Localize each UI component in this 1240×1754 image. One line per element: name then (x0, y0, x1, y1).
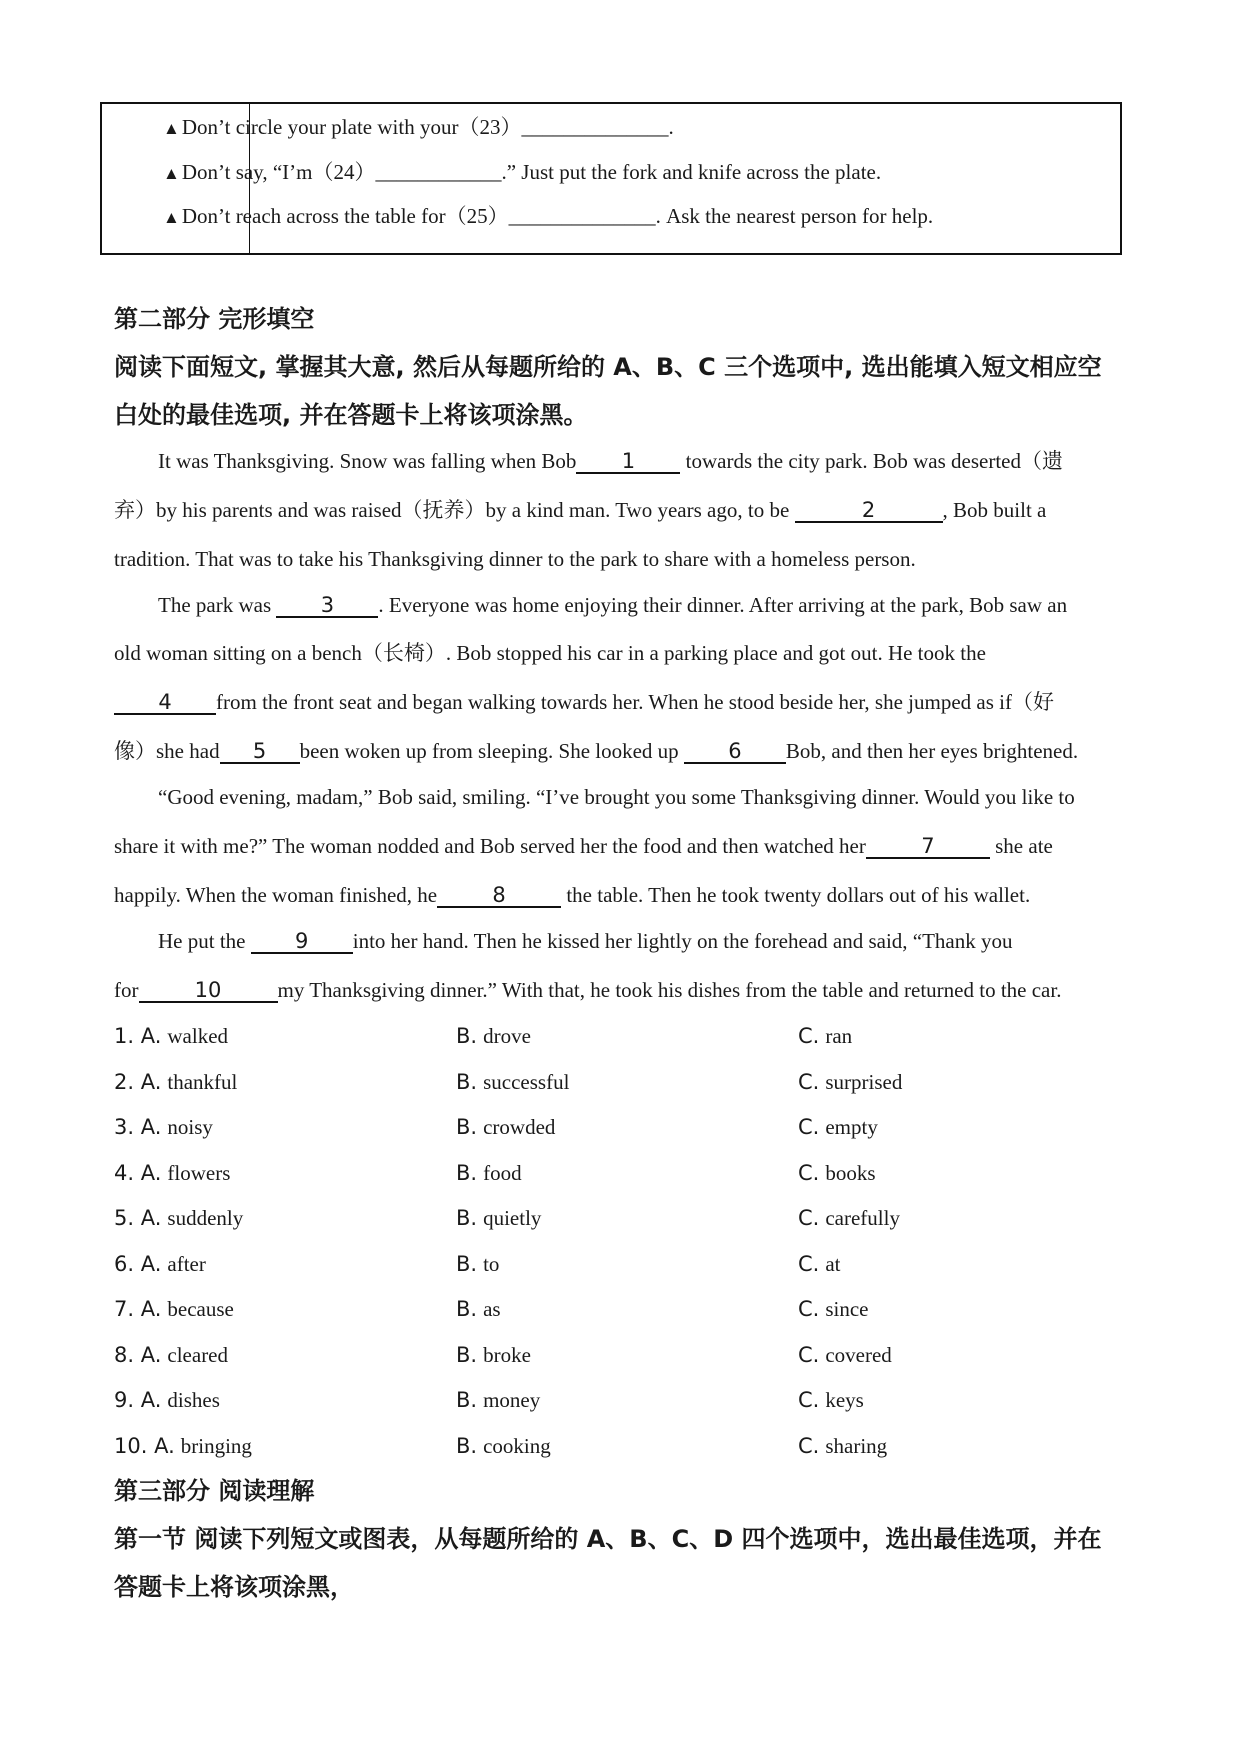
options-row: 7. A. because B. as C. since (114, 1297, 869, 1321)
option-a: suddenly (167, 1206, 244, 1230)
blank-10: 10 (139, 979, 278, 1003)
option-c: carefully (825, 1206, 900, 1230)
blank-5: 5 (220, 740, 300, 764)
rule-25: ▲Don’t reach across the table for（25）______________. Ask the nearest person for help. (163, 204, 934, 228)
option-b: to (483, 1252, 500, 1276)
option-c: sharing (825, 1434, 888, 1458)
blank-25: ______________ (508, 204, 656, 228)
passage-line: for 10 my Thanksgiving dinner.” With that, he took his dishes from the table and returned to the car. (114, 978, 1062, 1002)
part3-title: 第三部分 阅读理解 (114, 1477, 315, 1505)
option-a: dishes (167, 1388, 220, 1412)
blank-23: ______________ (521, 115, 669, 139)
options-row: 2. A. thankful B. successful C. surprised (114, 1070, 903, 1094)
blank-8: 8 (437, 884, 561, 908)
option-b: broke (483, 1343, 531, 1367)
passage-line: It was Thanksgiving. Snow was falling when Bob 1 towards the city park. Bob was deserted（遗 (158, 449, 1063, 473)
passage-line: old woman sitting on a bench（长椅）. Bob stopped his car in a parking place and got out. He took the (114, 641, 986, 665)
blank-6: 6 (684, 740, 786, 764)
option-b: successful (483, 1070, 570, 1094)
triangle-icon: ▲ (163, 208, 180, 227)
blank-1: 1 (576, 450, 680, 474)
blank-2: 2 (795, 499, 943, 523)
option-a: because (167, 1297, 234, 1321)
passage-line: “Good evening, madam,” Bob said, smiling. “I’ve brought you some Thanksgiving dinner. Would you like to (158, 785, 1075, 809)
option-a: flowers (167, 1161, 231, 1185)
blank-3: 3 (276, 594, 378, 618)
passage-line: happily. When the woman finished, he 8 the table. Then he took twenty dollars out of his wallet. (114, 883, 1031, 907)
option-a: cleared (167, 1343, 229, 1367)
passage-line: share it with me?” The woman nodded and Bob served her the food and then watched her 7 she ate (114, 834, 1053, 858)
option-c: empty (825, 1115, 878, 1139)
option-c: keys (825, 1388, 864, 1412)
rule-23: ▲Don’t circle your plate with your（23）______________. (163, 115, 674, 139)
rule-24: ▲Don’t say, “I’m（24）____________.” Just put the fork and knife across the plate. (163, 160, 882, 184)
part2-title: 第二部分 完形填空 (114, 305, 315, 333)
blank-9: 9 (251, 930, 353, 954)
triangle-icon: ▲ (163, 164, 180, 183)
passage-line: 像）she had 5 been woken up from sleeping. She looked up 6 Bob, and then her eyes brightened. (114, 739, 1079, 763)
passage-line: The park was 3 . Everyone was home enjoying their dinner. After arriving at the park, Bob saw an (158, 593, 1068, 617)
option-b: quietly (483, 1206, 542, 1230)
option-b: money (483, 1388, 541, 1412)
option-c: surprised (825, 1070, 903, 1094)
blank-4: 4 (114, 691, 216, 715)
option-a: noisy (167, 1115, 213, 1139)
options-row: 4. A. flowers B. food C. books (114, 1161, 876, 1185)
options-row: 6. A. after B. to C. at (114, 1252, 841, 1276)
passage-line: 4 from the front seat and began walking towards her. When he stood beside her, she jumped as if（好 (114, 687, 1054, 717)
options-row: 9. A. dishes B. money C. keys (114, 1388, 864, 1412)
option-c: covered (825, 1343, 892, 1367)
option-b: cooking (483, 1434, 551, 1458)
passage-line: tradition. That was to take his Thanksgiving dinner to the park to share with a homeless person. (114, 547, 916, 571)
triangle-icon: ▲ (163, 119, 180, 138)
option-c: at (825, 1252, 841, 1276)
blank-24: ____________ (375, 160, 502, 184)
option-b: food (483, 1161, 522, 1185)
option-b: crowded (483, 1115, 556, 1139)
passage-line: He put the 9 into her hand. Then he kissed her lightly on the forehead and said, “Thank you (158, 929, 1013, 953)
option-b: drove (483, 1024, 531, 1048)
options-row: 3. A. noisy B. crowded C. empty (114, 1115, 878, 1139)
options-row: 8. A. cleared B. broke C. covered (114, 1343, 892, 1367)
option-a: thankful (167, 1070, 238, 1094)
blank-7: 7 (866, 835, 990, 859)
option-a: walked (167, 1024, 229, 1048)
option-c: ran (825, 1024, 853, 1048)
option-b: as (483, 1297, 501, 1321)
part2-instruction: 阅读下面短文, 掌握其大意, 然后从每题所给的 A、B、C 三个选项中, 选出能填入短文相应空白处的最佳选项, 并在答题卡上将该项涂黑。 (114, 353, 1102, 429)
part3-instruction: 第一节 阅读下列短文或图表，从每题所给的 A、B、C、D 四个选项中，选出最佳选项，并在答题卡上将该项涂黑， (114, 1525, 1102, 1601)
option-a: after (167, 1252, 206, 1276)
options-row: 1. A. walked B. drove C. ran (114, 1024, 853, 1048)
option-a: bringing (180, 1434, 252, 1458)
passage-line: 弃）by his parents and was raised（抚养）by a kind man. Two years ago, to be 2 , Bob built a (114, 498, 1047, 522)
option-c: since (825, 1297, 869, 1321)
option-c: books (825, 1161, 876, 1185)
options-row: 5. A. suddenly B. quietly C. carefully (114, 1206, 900, 1230)
options-row: 10. A. bringing B. cooking C. sharing (114, 1434, 888, 1458)
